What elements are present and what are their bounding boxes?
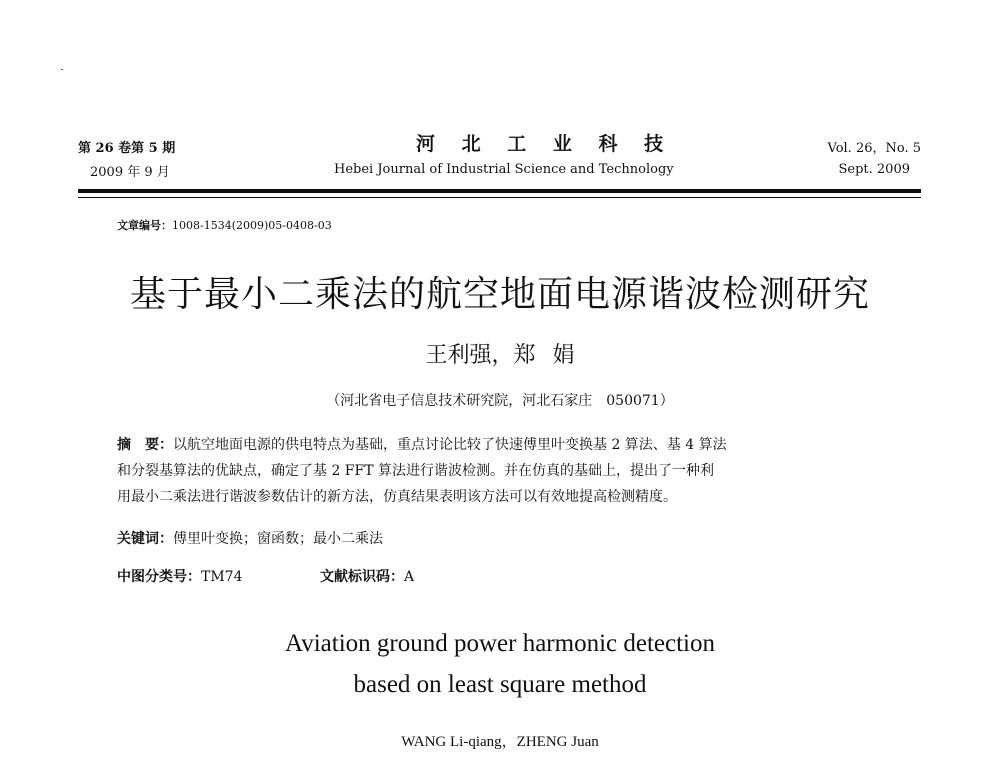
affiliation-cn: （河北省电子信息技术研究院，河北石家庄 050071） <box>326 393 674 409</box>
classification-value: TM74 <box>201 569 243 585</box>
article-number-label: 文章编号： <box>117 219 172 232</box>
paper-title-cn: 基于最小二乘法的航空地面电源谐波检测研究 <box>129 274 870 315</box>
abstract-line-1 <box>117 432 907 458</box>
authors-en: WANG Li-qiang，ZHENG Juan <box>401 734 599 750</box>
keywords-label: 关键词： <box>117 531 173 547</box>
abstract-line-2: 和分裂基算法的优缺点，确定了基 2 FFT 算法进行谐波检测。并在仿真的基础上，提出了一种利 <box>117 463 715 479</box>
scan-speck <box>61 69 63 70</box>
journal-name-en: Hebei Journal of Industrial Science and Technology <box>334 162 674 177</box>
classification-number <box>117 566 243 586</box>
paper-title-en-line-2: based on least square method <box>353 671 647 698</box>
abstract <box>117 432 907 510</box>
date-en: Sept. 2009 <box>838 162 910 177</box>
header-rule-thin <box>78 197 921 198</box>
article-number <box>117 217 332 233</box>
journal-name-cn: 河 北 工 业 科 技 <box>416 133 674 155</box>
keywords-value: 傅里叶变换；窗函数；最小二乘法 <box>173 531 383 547</box>
article-number-value: 1008-1534(2009)05-0408-03 <box>172 219 332 232</box>
keywords <box>117 528 383 548</box>
document-code-value: A <box>404 569 415 585</box>
abstract-text-1: 以航空地面电源的供电特点为基础，重点讨论比较了快速傅里叶变换基 2 算法、基 4 算法 <box>173 437 727 453</box>
abstract-line-3: 用最小二乘法进行谐波参数估计的新方法，仿真结果表明该方法可以有效地提高检测精度。 <box>117 489 677 505</box>
document-code <box>320 566 414 586</box>
abstract-label: 摘 要： <box>117 437 173 453</box>
date-cn: 2009 年 9 月 <box>90 165 170 180</box>
volume-issue-en: Vol. 26，No. 5 <box>827 141 921 156</box>
paper-title-en-line-1: Aviation ground power harmonic detection <box>285 630 715 657</box>
classification-label: 中图分类号： <box>117 569 201 585</box>
volume-issue-cn: 第 26 卷第 5 期 <box>78 141 176 156</box>
document-code-label: 文献标识码： <box>320 569 404 585</box>
authors-cn: 王利强，郑 娟 <box>425 343 575 368</box>
header-rule-thick <box>78 189 921 193</box>
